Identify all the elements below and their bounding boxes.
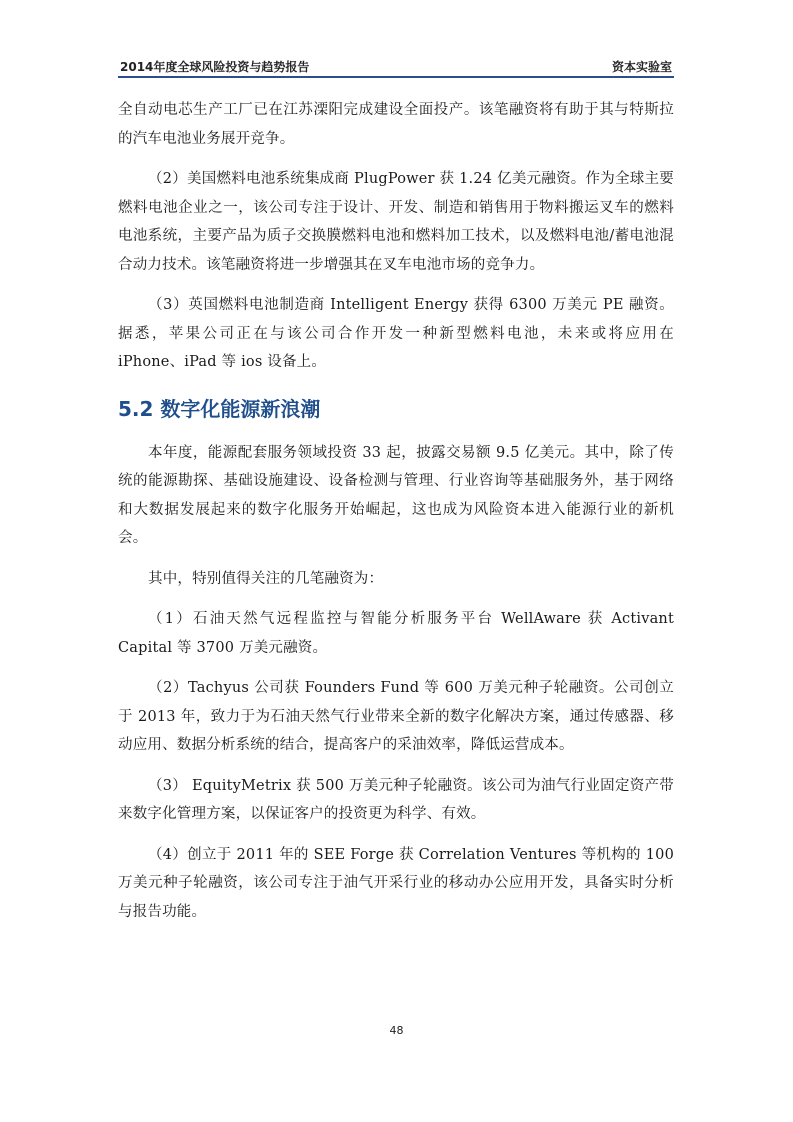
publisher-name: 资本实验室 [611,60,672,74]
page-number: 48 [389,1024,404,1037]
paragraph: （2）Tachyus 公司获 Founders Fund 等 600 万美元种子轮融资。公司创立于 2013 年，致力于为石油天然气行业带来全新的数字化解决方案，通过传感器、移动应用、数据分析系统的结合，提高客户的采油效率，降低运营成本。 [118,680,674,753]
paragraph: （3） EquityMetrix 获 500 万美元种子轮融资。该公司为油气行业固定资产带来数字化管理方案，以保证客户的投资更为科学、有效。 [118,777,674,822]
header-rule [118,76,674,78]
paragraph: （1）石油天然气远程监控与智能分析服务平台 WellAware 获 Activant Capital 等 3700 万美元融资。 [118,611,674,656]
paragraph: （4）创立于 2011 年的 SEE Forge 获 Correlation Ventures 等机构的 100 万美元种子轮融资，该公司专注于油气开采行业的移动办公应用开发，具备实时分析与报告功能。 [118,846,674,920]
paragraph: （3）英国燃料电池制造商 Intelligent Energy 获得 6300 万美元 PE 融资。据悉，苹果公司正在与该公司合作开发一种新型燃料电池，未来或将应用在 iPhone、iPad 等 ios 设备上。 [118,297,674,370]
page-body [118,96,674,938]
paragraph: 其中，特别值得关注的几笔融资为： [148,570,384,587]
report-title: 2014年度全球风险投资与趋势报告 [120,60,310,74]
section-heading: 5.2 数字化能源新浪潮 [118,396,321,421]
paragraph: 全自动电芯生产工厂已在江苏溧阳完成建设全面投产。该笔融资将有助于其与特斯拉的汽车电池业务展开竞争。 [118,102,674,147]
paragraph: （2）美国燃料电池系统集成商 PlugPower 获 1.24 亿美元融资。作为全球主要燃料电池企业之一，该公司专注于设计、开发、制造和销售用于物料搬运叉车的燃料电池系统，主要产品为质子交换膜燃料电池和燃料加工技术，以及燃料电池/蓄电池混合动力技术。该笔融资将进一步增强其在叉车电池市场的竞争力。 [118,171,674,273]
paragraph: 本年度，能源配套服务领域投资 33 起，披露交易额 9.5 亿美元。其中，除了传统的能源勘探、基础设施建设、设备检测与管理、行业咨询等基础服务外，基于网络和大数据发展起来的数字化服务开始崛起，这也成为风险资本进入能源行业的新机会。 [118,444,674,546]
page-header [118,52,674,78]
